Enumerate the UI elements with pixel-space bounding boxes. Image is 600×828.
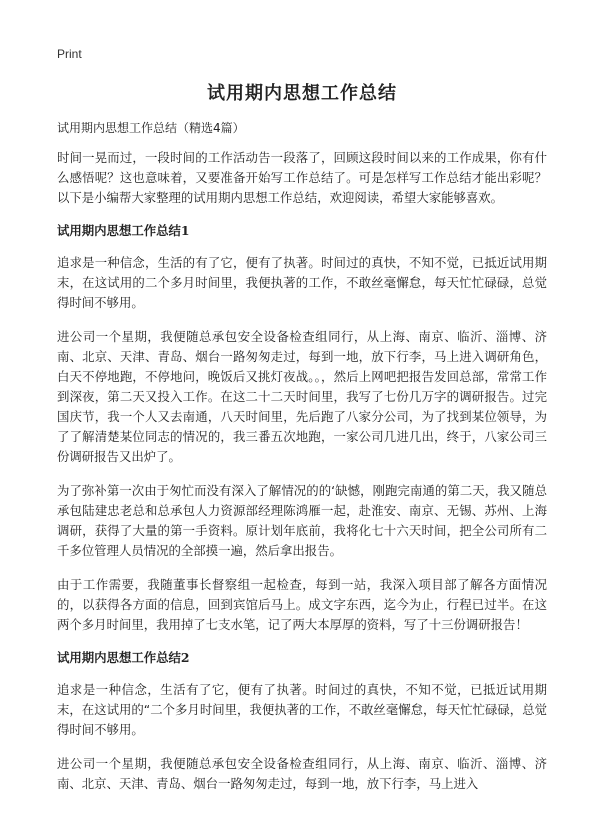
section-2-paragraph-1: 追求是一种信念，生活有了它，便有了执著。时间过的真快，不知不觉，已抵近试用期末，在这试用的“二个多月时间里，我便执著的工作，不敢丝毫懈怠，每天忙忙碌碌，总觉得时间不够用。	[57, 682, 547, 737]
section-heading-2: 试用期内思想工作总结2	[57, 650, 190, 665]
print-link[interactable]: Print	[57, 47, 82, 61]
section-2-paragraph-2: 进公司一个星期，我便随总承包安全设备检查组同行，从上海、南京、临沂、淄博、济南、北京、天津、青岛、烟台一路匆匆走过，每到一地，放下行李，马上进入	[57, 756, 547, 791]
section-1-paragraph-1: 追求是一种信念，生活的有了它，便有了执著。时间过的真快，不知不觉，已抵近试用期末，在这试用的二个多月时间里，我便执著的工作，不敢丝毫懈怠，每天忙忙碌碌，总觉得时间不够用。	[57, 255, 547, 310]
document-subtitle: 试用期内思想工作总结（精选4篇）	[57, 121, 245, 135]
document-body	[57, 148, 547, 808]
section-1-paragraph-2: 进公司一个星期，我便随总承包安全设备检查组同行，从上海、南京、临沂、淄博、济南、北京、天津、青岛、烟台一路匆匆走过，每到一地，放下行李，马上进入调研角色，白天不停地跑，不停地问，晚饭后又挑灯夜战。。，然后上网吧把报告发回总部，常常工作到深夜，第二天又投入工作。在这二十二天时间里，我写了七份几万字的调研报告。过完国庆节，我一个人又去南通，八天时间里，先后跑了八家分公司，为了找到某位领导，为了了解清楚某位同志的情况的，我三番五次地跑，一家公司几进几出，终于，八家公司三份调研报告又出炉了。	[57, 329, 547, 464]
section-1-paragraph-3: 为了弥补第一次由于匆忙而没有深入了解情况的的‘缺憾，刚跑完南通的第二天，我又随总承包陆建忠老总和总承包人力资源部经理陈鸿雁一起，赴淮安、南京、无锡、苏州、上海调研，获得了大量的第一手资料。原计划年底前，我将化七十六天时间，把全公司所有二千多位管理人员情况的全部摸一遍，然后拿出报告。	[57, 483, 547, 558]
section-heading-1: 试用期内思想工作总结1	[57, 223, 190, 238]
intro-paragraph: 时间一晃而过，一段时间的工作活动告一段落了，回顾这段时间以来的工作成果，你有什么感悟呢？这也意味着，又要准备开始写工作总结了。可是怎样写工作总结才能出彩呢？以下是小编帮大家整理的试用期内思想工作总结，欢迎阅读，希望大家能够喜欢。	[57, 150, 547, 205]
section-1-paragraph-4: 由于工作需要，我随董事长督察组一起检查，每到一站，我深入项目部了解各方面情况的，以获得各方面的信息，回到宾馆后马上。成文字东西，迄今为止，行程已过半。在这两个多月时间里，我用掉了七支水笔，记了两大本厚厚的资料，写了十三份调研报告！	[57, 577, 547, 632]
page-title: 试用期内思想工作总结	[207, 83, 397, 104]
